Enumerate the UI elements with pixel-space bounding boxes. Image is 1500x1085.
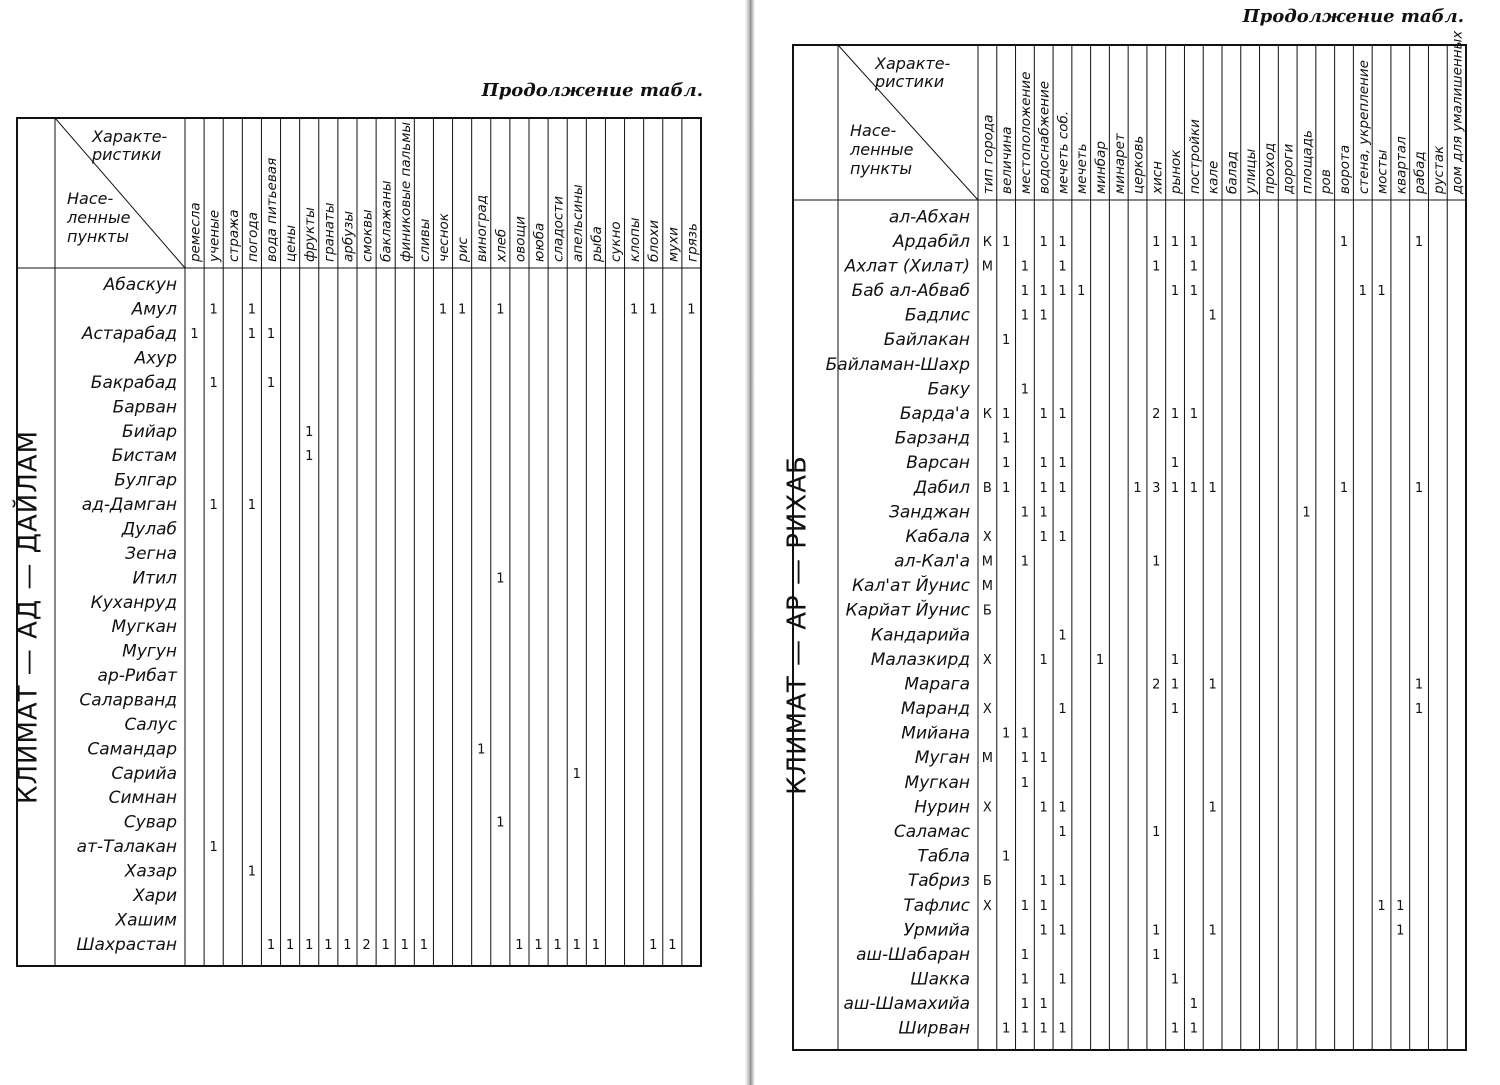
- corner-settlements-label: ленные: [850, 140, 914, 159]
- settlement-name: Хари: [133, 885, 177, 906]
- table-mark: 1: [209, 375, 218, 391]
- table-mark: 1: [1095, 652, 1105, 668]
- settlement-name: Мийана: [901, 723, 970, 744]
- table-mark: В: [982, 480, 992, 496]
- column-header: вода питьевая: [264, 157, 280, 262]
- column-header: величина: [999, 126, 1016, 194]
- table-mark: 1: [1058, 628, 1067, 644]
- table-mark: К: [982, 234, 993, 250]
- table-mark: 1: [1170, 456, 1180, 472]
- table-mark: 1: [1208, 308, 1217, 324]
- table-mark: 1: [1058, 923, 1067, 939]
- settlement-name: Мугкан: [111, 617, 177, 638]
- table-mark: 1: [1039, 456, 1048, 472]
- column-header: сливы: [416, 218, 433, 262]
- table-mark: М: [981, 751, 993, 767]
- settlement-name: Саламас: [893, 822, 970, 842]
- column-header: цены: [283, 225, 300, 262]
- table-mark: 1: [1170, 407, 1180, 422]
- column-header: арбузы: [340, 211, 357, 262]
- table-mark: 1: [572, 937, 581, 953]
- settlement-name: Зегна: [125, 543, 177, 564]
- settlement-name: Дабил: [913, 477, 970, 498]
- table-mark: 1: [1002, 431, 1011, 447]
- table-mark: 1: [1208, 800, 1217, 816]
- settlement-name: Карйат Йунис: [845, 600, 970, 621]
- table-mark: 1: [1414, 677, 1424, 693]
- right-continuation-note: Продолжение табл.: [1242, 6, 1464, 27]
- settlement-name: Салус: [124, 714, 177, 735]
- corner-settlements-label: Насе-: [67, 189, 114, 208]
- settlement-name: Барван: [112, 397, 177, 418]
- settlement-name: Баку: [927, 379, 970, 400]
- table-mark: 1: [247, 327, 257, 343]
- table-mark: Х: [982, 652, 992, 668]
- settlement-name: Кал'ат Йунис: [851, 576, 970, 597]
- table-mark: 1: [1020, 382, 1030, 398]
- table-mark: 1: [266, 327, 276, 343]
- table-mark: 1: [1002, 234, 1011, 250]
- column-header: ученые: [206, 209, 223, 262]
- right-table: [755, 0, 1500, 1085]
- settlement-name: Байламан-Шахр: [825, 354, 970, 375]
- settlement-name: Табла: [917, 846, 970, 867]
- column-header: минбар: [1093, 141, 1109, 194]
- table-mark: 1: [1414, 702, 1424, 718]
- table-mark: 1: [1208, 480, 1217, 496]
- table-mark: 1: [1020, 997, 1030, 1013]
- table-mark: 1: [1152, 234, 1161, 250]
- column-header: водоснабжение: [1036, 80, 1053, 194]
- settlement-name: Маранд: [900, 699, 970, 720]
- settlement-name: ал-Абхан: [888, 207, 970, 228]
- column-header: минарет: [1111, 133, 1128, 194]
- table-mark: 1: [1039, 284, 1048, 300]
- table-mark: 1: [1396, 898, 1405, 914]
- settlement-name: Занджан: [888, 502, 970, 523]
- table-mark: 1: [1020, 726, 1030, 742]
- column-header: рыба: [588, 226, 605, 262]
- table-mark: 2: [1152, 407, 1161, 422]
- column-header: ворота: [1337, 144, 1353, 194]
- table-mark: 1: [324, 937, 333, 953]
- column-header: местоположение: [1017, 71, 1034, 194]
- table-mark: 1: [1020, 505, 1030, 521]
- table-mark: 1: [1002, 726, 1011, 742]
- column-header: мечеть: [1074, 143, 1091, 194]
- table-mark: 1: [1020, 898, 1030, 914]
- table-mark: 1: [1039, 652, 1048, 668]
- region-label: КЛИМАТ — АР — РИХАБ: [782, 455, 813, 795]
- table-mark: 1: [1058, 972, 1067, 988]
- settlement-name: Барзанд: [894, 428, 970, 449]
- column-header: стена, укрепление: [1355, 60, 1372, 194]
- table-mark: Х: [982, 898, 992, 914]
- table-mark: 1: [1058, 874, 1067, 890]
- table-mark: 1: [419, 937, 429, 953]
- table-mark: 1: [1208, 923, 1217, 939]
- table-mark: 1: [1414, 234, 1424, 250]
- table-mark: 1: [1377, 284, 1386, 300]
- table-mark: 1: [457, 302, 467, 318]
- table-mark: 1: [1039, 751, 1048, 767]
- table-mark: 1: [1058, 529, 1067, 545]
- table-mark: 1: [687, 302, 696, 318]
- table-mark: 1: [1039, 234, 1048, 250]
- settlement-name: Булгар: [114, 470, 177, 491]
- column-header: баклажаны: [378, 180, 395, 262]
- table-mark: 1: [1002, 407, 1011, 422]
- table-mark: 1: [1020, 554, 1030, 570]
- table-mark: 1: [1189, 234, 1198, 250]
- column-header: апельсины: [569, 184, 586, 262]
- table-mark: 1: [1133, 480, 1142, 496]
- settlement-name: Кабала: [905, 526, 970, 547]
- settlement-name: Шакка: [910, 969, 970, 990]
- table-frame: [793, 45, 1466, 1050]
- settlement-name: Байлакан: [883, 330, 970, 351]
- column-header: дом для умалишенных: [1449, 30, 1466, 194]
- left-page: [0, 0, 745, 1085]
- table-mark: 1: [190, 327, 199, 343]
- settlement-name: Мугкан: [904, 772, 970, 793]
- settlement-name: Хашим: [115, 910, 177, 931]
- table-mark: 1: [1020, 947, 1030, 963]
- table-mark: 1: [247, 302, 257, 318]
- table-mark: 1: [496, 815, 505, 831]
- column-header: рабад: [1412, 151, 1429, 194]
- left-continuation-note: Продолжение табл.: [481, 80, 703, 101]
- table-mark: 1: [591, 937, 601, 953]
- table-mark: 1: [1020, 751, 1030, 767]
- page-gutter: [745, 0, 755, 1085]
- table-mark: 1: [343, 937, 352, 953]
- table-mark: 2: [362, 937, 371, 953]
- table-mark: 1: [1152, 259, 1161, 275]
- table-mark: 1: [515, 937, 524, 953]
- column-header: овощи: [512, 216, 529, 262]
- table-mark: 1: [1170, 234, 1180, 250]
- settlement-name: аш-Шабаран: [856, 944, 970, 965]
- column-header: рынок: [1168, 149, 1185, 194]
- table-mark: 1: [1170, 702, 1180, 718]
- table-mark: 1: [1020, 972, 1030, 988]
- settlement-name: Баб ал-Абваб: [851, 281, 970, 302]
- settlement-name: ад-Дамган: [81, 495, 177, 516]
- column-header: виноград: [474, 194, 491, 262]
- settlement-name: Бадлис: [904, 305, 970, 326]
- table-mark: 1: [1189, 1021, 1198, 1037]
- column-header: клопы: [627, 217, 644, 262]
- table-mark: 1: [1170, 972, 1180, 988]
- settlement-name: Абаскун: [103, 275, 177, 296]
- table-mark: 1: [209, 498, 218, 514]
- settlement-name: Саларванд: [79, 690, 177, 711]
- column-header: мосты: [1374, 149, 1391, 194]
- table-mark: 1: [1358, 284, 1367, 300]
- table-mark: 1: [1039, 898, 1048, 914]
- settlement-name: Варсан: [906, 453, 970, 474]
- settlement-name: Ахур: [134, 348, 177, 369]
- corner-characteristics-label: Характе-: [92, 127, 168, 146]
- column-header: кале: [1205, 160, 1222, 194]
- table-mark: 1: [553, 937, 562, 953]
- settlement-name: Кандарийа: [870, 625, 970, 646]
- column-header: смоквы: [359, 209, 376, 262]
- left-table: [0, 0, 745, 1085]
- settlement-name: Урмийа: [903, 920, 970, 941]
- settlement-name: Табриз: [907, 871, 970, 892]
- table-mark: 1: [400, 937, 409, 953]
- settlement-name: Ширван: [898, 1018, 970, 1039]
- table-mark: 1: [1170, 480, 1180, 496]
- table-mark: 1: [285, 937, 295, 953]
- settlement-name: Дулаб: [121, 519, 177, 540]
- table-mark: 1: [1058, 234, 1067, 250]
- column-header: проход: [1261, 142, 1278, 194]
- table-mark: 1: [1058, 480, 1067, 496]
- table-mark: 2: [1152, 677, 1161, 693]
- settlement-name: Итил: [132, 568, 177, 589]
- settlement-name: Сарийа: [111, 763, 177, 784]
- table-mark: 1: [305, 449, 314, 465]
- table-mark: 1: [1058, 259, 1067, 275]
- table-mark: 1: [1152, 947, 1161, 963]
- column-header: тип города: [980, 114, 997, 194]
- table-mark: 1: [649, 937, 658, 953]
- settlement-name: Сувар: [123, 812, 177, 833]
- table-mark: 1: [1189, 480, 1198, 496]
- settlement-name: Амул: [131, 299, 177, 320]
- settlement-name: ат-Талакан: [76, 837, 177, 858]
- table-mark: Х: [982, 702, 992, 718]
- table-mark: 1: [266, 375, 276, 391]
- table-mark: 1: [1039, 480, 1048, 496]
- table-mark: Х: [982, 800, 992, 816]
- table-mark: 1: [1058, 825, 1067, 840]
- corner-characteristics-label: Характе-: [875, 54, 951, 73]
- table-mark: 1: [668, 937, 677, 953]
- table-mark: 1: [1058, 800, 1067, 816]
- table-mark: 1: [1039, 505, 1048, 521]
- table-mark: М: [981, 554, 993, 570]
- column-header: ремесла: [187, 202, 204, 262]
- table-mark: 1: [247, 498, 257, 514]
- table-mark: 1: [1152, 825, 1161, 840]
- column-header: финиковые пальмы: [397, 121, 414, 262]
- settlement-name: Астарабад: [81, 324, 177, 345]
- table-mark: 1: [1020, 308, 1030, 324]
- region-label: КЛИМАТ — АД — ДАЙЛАМ: [13, 429, 44, 805]
- corner-characteristics-label: ристики: [92, 145, 162, 164]
- corner-settlements-label: ленные: [67, 208, 131, 227]
- settlement-name: Нурин: [914, 797, 970, 818]
- settlement-name: Бийар: [122, 421, 177, 442]
- table-mark: 1: [1058, 1021, 1067, 1037]
- table-mark: 1: [1058, 456, 1067, 472]
- table-mark: 1: [1396, 923, 1405, 939]
- table-mark: 1: [1039, 874, 1048, 890]
- table-mark: 1: [305, 937, 314, 953]
- settlement-name: Шахрастан: [76, 934, 177, 955]
- settlement-name: Барда'а: [899, 404, 970, 424]
- settlement-name: Хазар: [124, 861, 177, 882]
- table-mark: 1: [1058, 284, 1067, 300]
- table-mark: 1: [1302, 505, 1311, 521]
- table-mark: 1: [305, 424, 314, 440]
- table-mark: 1: [1039, 407, 1048, 422]
- table-mark: 1: [1002, 456, 1011, 472]
- table-mark: Б: [982, 874, 992, 890]
- corner-settlements-label: пункты: [67, 227, 130, 246]
- column-header: рустак: [1430, 145, 1447, 194]
- table-mark: 1: [1170, 677, 1180, 693]
- settlement-name: Малазкирд: [870, 649, 970, 670]
- column-header: хисн: [1149, 160, 1166, 194]
- table-mark: 1: [649, 302, 658, 318]
- column-header: хлеб: [493, 228, 510, 262]
- table-mark: 1: [1170, 652, 1180, 668]
- settlement-name: Бистам: [111, 446, 177, 467]
- table-mark: 1: [1002, 1021, 1011, 1037]
- table-mark: 1: [1002, 480, 1011, 496]
- table-mark: 1: [1020, 259, 1030, 275]
- table-mark: 1: [1377, 898, 1386, 914]
- column-header: сукно: [608, 221, 624, 262]
- corner-settlements-label: Насе-: [850, 121, 897, 140]
- table-mark: 1: [572, 766, 581, 782]
- column-header: рис: [455, 237, 472, 262]
- table-mark: 1: [1058, 702, 1067, 718]
- settlement-name: Ахлат (Хилат): [844, 256, 970, 277]
- table-mark: 1: [1020, 775, 1030, 791]
- table-mark: 1: [1020, 1021, 1030, 1037]
- table-mark: 1: [1170, 284, 1180, 300]
- table-mark: 1: [534, 937, 543, 953]
- table-mark: 1: [1414, 480, 1424, 496]
- settlement-name: Бакрабад: [90, 372, 177, 393]
- table-mark: 1: [496, 571, 505, 587]
- corner-settlements-label: пункты: [850, 159, 913, 178]
- table-mark: М: [981, 579, 993, 595]
- table-mark: 1: [496, 302, 505, 318]
- table-mark: 1: [1020, 284, 1030, 300]
- column-header: гранаты: [321, 202, 338, 262]
- table-mark: К: [982, 407, 993, 422]
- table-mark: 1: [1058, 407, 1067, 422]
- column-header: стража: [225, 209, 242, 262]
- table-mark: 1: [1208, 677, 1217, 693]
- settlement-name: ал-Кал'а: [894, 551, 970, 572]
- column-header: сладости: [550, 196, 567, 262]
- column-header: площадь: [1299, 130, 1316, 194]
- table-mark: 1: [266, 937, 276, 953]
- table-mark: 1: [1152, 923, 1161, 939]
- corner-characteristics-label: ристики: [875, 72, 945, 91]
- column-header: мечеть соб.: [1055, 110, 1072, 194]
- right-page: [755, 0, 1500, 1085]
- table-mark: 1: [629, 302, 639, 318]
- settlement-name: аш-Шамахийа: [843, 994, 970, 1015]
- settlement-name: Куханруд: [90, 592, 177, 613]
- column-header: квартал: [1393, 136, 1410, 194]
- column-header: чеснок: [436, 213, 452, 262]
- settlement-name: Мугун: [122, 641, 177, 662]
- column-header: фрукты: [302, 207, 319, 262]
- column-header: ююба: [531, 222, 548, 262]
- table-mark: М: [981, 259, 993, 275]
- table-mark: 1: [1039, 308, 1048, 324]
- settlement-name: Самандар: [87, 739, 177, 760]
- table-mark: 1: [247, 864, 257, 880]
- table-mark: 1: [1170, 1021, 1180, 1037]
- column-header: церковь: [1130, 135, 1147, 194]
- column-header: постройки: [1186, 119, 1203, 194]
- table-mark: 1: [1189, 284, 1198, 300]
- table-mark: 1: [1189, 407, 1198, 422]
- table-mark: 1: [1189, 259, 1198, 275]
- table-mark: 1: [1152, 554, 1161, 570]
- table-mark: Б: [982, 603, 992, 619]
- table-mark: 1: [438, 302, 448, 318]
- table-mark: 1: [1039, 923, 1048, 939]
- column-header: грязь: [684, 223, 701, 262]
- table-mark: 1: [1189, 997, 1198, 1013]
- table-mark: 1: [477, 742, 486, 758]
- settlement-name: Симнан: [108, 788, 177, 809]
- column-header: балад: [1224, 151, 1241, 194]
- table-mark: 1: [1339, 234, 1349, 250]
- column-header: мухи: [665, 227, 682, 262]
- table-mark: 1: [1039, 997, 1048, 1013]
- settlement-name: Марага: [904, 674, 970, 695]
- settlement-name: Тафлис: [903, 895, 970, 916]
- table-mark: 1: [381, 937, 390, 953]
- table-mark: 1: [1002, 333, 1011, 349]
- column-header: ров: [1318, 169, 1335, 194]
- table-mark: 1: [209, 840, 218, 856]
- table-mark: 1: [1339, 480, 1349, 496]
- table-mark: Х: [982, 529, 992, 545]
- settlement-name: Ардабӣл: [893, 231, 970, 252]
- column-header: дороги: [1280, 143, 1297, 194]
- settlement-name: Муган: [914, 748, 970, 769]
- table-mark: 1: [1039, 1021, 1048, 1037]
- table-mark: 1: [1039, 529, 1048, 545]
- column-header: блохи: [646, 220, 663, 262]
- settlement-name: ар-Рибат: [97, 666, 177, 687]
- table-mark: 3: [1152, 480, 1161, 496]
- table-mark: 1: [209, 302, 218, 318]
- table-mark: 1: [1039, 800, 1048, 816]
- table-mark: 1: [1077, 284, 1086, 300]
- column-header: улицы: [1243, 148, 1260, 194]
- column-header: погода: [244, 211, 261, 262]
- table-mark: 1: [1002, 849, 1011, 865]
